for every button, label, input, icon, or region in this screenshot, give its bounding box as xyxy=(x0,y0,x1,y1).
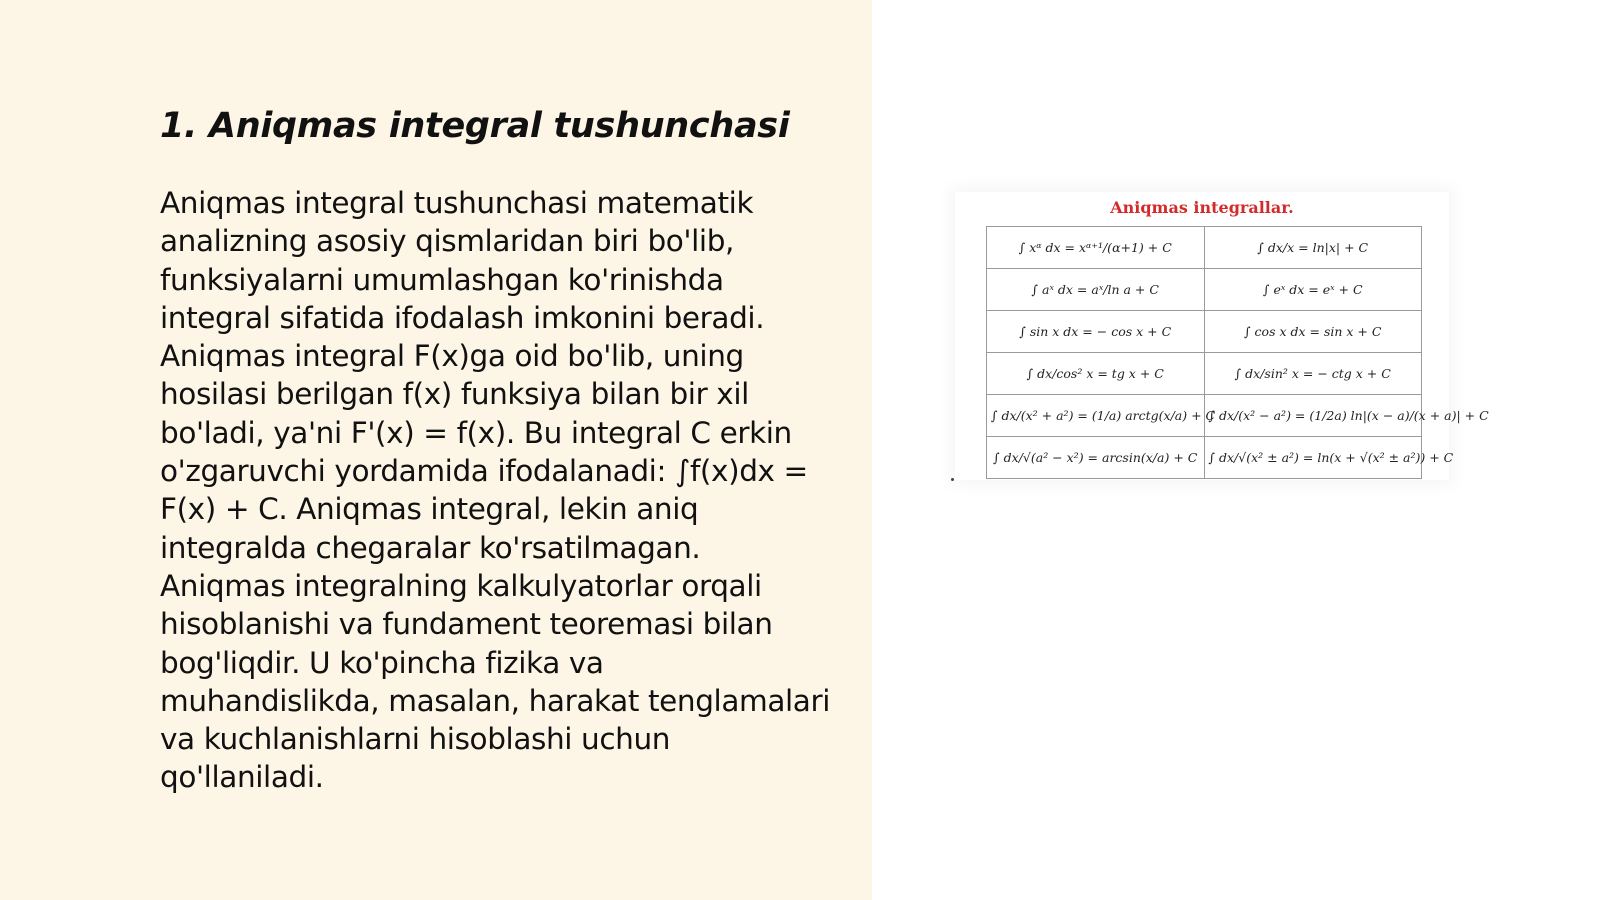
table-row xyxy=(987,437,1422,479)
formula-cell: ∫ dx/√(a² − x²) = arcsin(x/a) + C xyxy=(987,437,1205,479)
formula-cell: ∫ xᵅ dx = xᵅ⁺¹/(α+1) + C xyxy=(987,227,1205,269)
formula-cell: ∫ dx/(x² − a²) = (1/2a) ln|(x − a)/(x + a)| + C xyxy=(1204,395,1422,437)
integral-formula-image xyxy=(955,192,1489,480)
formula-table-title: Aniqmas integrallar. xyxy=(1110,198,1294,217)
formula-cell: ∫ dx/√(x² ± a²) = ln(x + √(x² ± a²)) + C xyxy=(1204,437,1422,479)
table-row xyxy=(987,395,1422,437)
table-row xyxy=(987,311,1422,353)
formula-cell: ∫ cos x dx = sin x + C xyxy=(1204,311,1422,353)
formula-cell: ∫ aˣ dx = aˣ/ln a + C xyxy=(987,269,1205,311)
formula-cell: ∫ dx/cos² x = tg x + C xyxy=(987,353,1205,395)
table-row xyxy=(987,227,1422,269)
formula-cell: ∫ dx/sin² x = − ctg x + C xyxy=(1204,353,1422,395)
table-row xyxy=(987,353,1422,395)
table-row xyxy=(987,269,1422,311)
slide-title: 1. Aniqmas integral tushunchasi xyxy=(160,106,790,146)
formula-cell: ∫ dx/x = ln|x| + C xyxy=(1204,227,1422,269)
formula-cell: ∫ dx/(x² + a²) = (1/a) arctg(x/a) + C xyxy=(987,395,1205,437)
formula-table xyxy=(986,226,1489,479)
decorative-dot xyxy=(951,478,954,481)
slide-body-text: Aniqmas integral tushunchasi matematik analizning asosiy qismlaridan biri bo'lib, funksiyalarni umumlashgan ko'rinishda integral sifatida ifodalash imkonini beradi. Aniqmas integral F(x)ga oid bo'lib, uning hosilasi berilgan f(x) funksiya bilan bir xil bo'ladi, ya'ni F'(x) = f(x). Bu integral C erkin o'zgaruvchi yordamida ifodalanadi: ∫f(x)dx = F(x) + C. Aniqmas integral, lekin aniq integralda chegaralar ko'rsatilmagan. Aniqmas integralning kalkulyatorlar orqali hisoblanishi va fundament teoremasi bilan bog'liqdir. U ko'pincha fizika va muhandislikda, masalan, harakat tenglamalari va kuchlanishlarni hisoblashi uchun qo'llaniladi. xyxy=(160,186,831,795)
formula-cell: ∫ eˣ dx = eˣ + C xyxy=(1204,269,1422,311)
formula-cell: ∫ sin x dx = − cos x + C xyxy=(987,311,1205,353)
